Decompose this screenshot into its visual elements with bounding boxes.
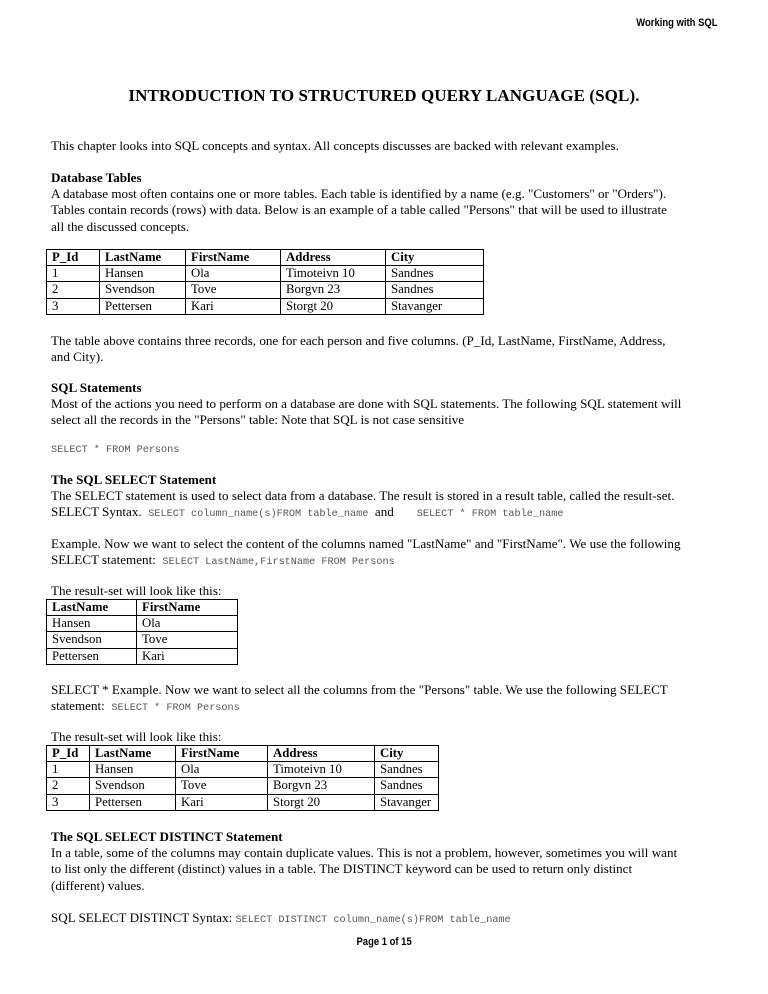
table-cell: Tove xyxy=(137,632,238,648)
table-cell: Kari xyxy=(176,794,268,810)
section-heading: The SQL SELECT DISTINCT Statement xyxy=(51,829,283,844)
table-cell: Hansen xyxy=(47,616,137,632)
table-note xyxy=(51,333,731,365)
code-snippet: SELECT DISTINCT column_name(s)FROM table_name xyxy=(235,915,511,926)
table-cell: Tove xyxy=(186,282,281,298)
table-cell: Borgvn 23 xyxy=(268,778,375,794)
column-header: FirstName xyxy=(176,746,268,762)
table-cell: Ola xyxy=(137,616,238,632)
syntax-label: statement: xyxy=(51,698,105,714)
select-star-paragraph xyxy=(51,682,731,717)
table-cell: 1 xyxy=(47,266,100,282)
paragraph-line: all the discussed concepts. xyxy=(51,218,190,234)
intro-paragraph: This chapter looks into SQL concepts and syntax. All concepts discusses are backed with relevant examples. xyxy=(51,138,619,153)
table-cell: 1 xyxy=(47,762,90,778)
syntax-label: SELECT statement: xyxy=(51,552,156,568)
table-cell: Sandnes xyxy=(375,778,439,794)
table-cell: Timoteivn 10 xyxy=(281,266,386,282)
table-cell: Stavanger xyxy=(375,794,439,810)
table-header-row xyxy=(47,250,484,266)
table-cell: 2 xyxy=(47,778,90,794)
column-header: City xyxy=(386,250,484,266)
code-snippet: SELECT LastName,FirstName FROM Persons xyxy=(162,557,395,569)
table-cell: Timoteivn 10 xyxy=(268,762,375,778)
result-table-persons xyxy=(46,745,439,811)
column-header: P_Id xyxy=(47,250,100,266)
code-snippet: SELECT * FROM Persons xyxy=(51,445,180,456)
paragraph-line: The SELECT statement is used to select data from a database. The result is stored in a result table, called the result-set. xyxy=(51,488,675,504)
running-header: Working with SQL xyxy=(636,17,718,29)
table-cell: Ola xyxy=(186,266,281,282)
paragraph-line: A database most often contains one or more tables. Each table is identified by a name (e.g. "Customers" or "Orders"). xyxy=(51,186,667,202)
select-statement-section xyxy=(51,472,731,524)
table-cell: Sandnes xyxy=(386,266,484,282)
column-header: FirstName xyxy=(186,250,281,266)
paragraph-line: select all the records in the "Persons" table: Note that SQL is not case sensitive xyxy=(51,412,465,428)
table-header-row xyxy=(47,746,439,762)
syntax-line xyxy=(51,552,731,571)
table-cell: Hansen xyxy=(100,266,186,282)
example-paragraph xyxy=(51,536,731,571)
table-cell: Pettersen xyxy=(100,298,186,314)
section-heading: Database Tables xyxy=(51,170,142,185)
paragraph-line: Most of the actions you need to perform on a database are done with SQL statements. The following SQL statement will xyxy=(51,396,682,412)
result-intro: The result-set will look like this: xyxy=(51,729,222,744)
table-row xyxy=(47,266,484,282)
result-table-names xyxy=(46,599,238,665)
paragraph-line: and City). xyxy=(51,349,104,365)
column-header: Address xyxy=(281,250,386,266)
distinct-syntax-line xyxy=(51,910,731,929)
table-cell: Pettersen xyxy=(90,794,176,810)
table-row xyxy=(47,616,238,632)
page-number: Page 1 of 15 xyxy=(356,936,412,948)
code-snippet: SELECT * FROM table_name xyxy=(416,509,564,521)
syntax-label: SQL SELECT DISTINCT Syntax: xyxy=(51,910,233,925)
code-snippet: SELECT column_name(s)FROM table_name xyxy=(148,509,369,521)
syntax-label: SELECT Syntax. xyxy=(51,504,142,520)
syntax-line xyxy=(51,698,731,717)
result-intro: The result-set will look like this: xyxy=(51,583,222,598)
database-tables-section xyxy=(51,170,731,235)
section-heading: SQL Statements xyxy=(51,380,142,395)
table-cell: 3 xyxy=(47,794,90,810)
paragraph-line: to list only the different (distinct) values in a table. The DISTINCT keyword can be used to return only distinct xyxy=(51,861,633,877)
paragraph-line: The table above contains three records, one for each person and five columns. (P_Id, LastName, FirstName, Address, xyxy=(51,333,666,348)
table-cell: Pettersen xyxy=(47,648,137,664)
table-cell: Svendson xyxy=(90,778,176,794)
table-row xyxy=(47,778,439,794)
table-row xyxy=(47,632,238,648)
table-cell: Sandnes xyxy=(386,282,484,298)
paragraph-line: SELECT * Example. Now we want to select all the columns from the "Persons" table. We use the following SELECT xyxy=(51,682,668,697)
distinct-section xyxy=(51,829,731,894)
code-snippet: SELECT * FROM Persons xyxy=(111,703,240,715)
paragraph-line: (different) values. xyxy=(51,877,145,893)
sql-statements-section xyxy=(51,380,731,429)
table-cell: Hansen xyxy=(90,762,176,778)
column-header: LastName xyxy=(90,746,176,762)
table-cell: Storgt 20 xyxy=(281,298,386,314)
table-cell: Kari xyxy=(137,648,238,664)
page-title: INTRODUCTION TO STRUCTURED QUERY LANGUAGE (SQL). xyxy=(128,86,640,105)
column-header: LastName xyxy=(47,600,137,616)
table-row xyxy=(47,794,439,810)
table-cell: Svendson xyxy=(100,282,186,298)
table-cell: Ola xyxy=(176,762,268,778)
table-row xyxy=(47,762,439,778)
paragraph-line: Tables contain records (rows) with data. Below is an example of a table called "Persons" that will be used to illustrate xyxy=(51,202,667,218)
conjunction-text: and xyxy=(374,504,394,520)
table-header-row xyxy=(47,600,238,616)
paragraph-line: In a table, some of the columns may contain duplicate values. This is not a problem, however, sometimes you will want xyxy=(51,845,678,861)
table-cell: Storgt 20 xyxy=(268,794,375,810)
table-cell: 3 xyxy=(47,298,100,314)
table-cell: 2 xyxy=(47,282,100,298)
table-cell: Svendson xyxy=(47,632,137,648)
table-row xyxy=(47,282,484,298)
table-cell: Tove xyxy=(176,778,268,794)
column-header: P_Id xyxy=(47,746,90,762)
persons-table xyxy=(46,249,484,315)
column-header: Address xyxy=(268,746,375,762)
table-cell: Sandnes xyxy=(375,762,439,778)
column-header: LastName xyxy=(100,250,186,266)
table-cell: Borgvn 23 xyxy=(281,282,386,298)
table-row xyxy=(47,648,238,664)
syntax-line xyxy=(51,504,731,523)
page-footer xyxy=(0,936,768,948)
table-cell: Kari xyxy=(186,298,281,314)
table-cell: Stavanger xyxy=(386,298,484,314)
column-header: FirstName xyxy=(137,600,238,616)
paragraph-line: Example. Now we want to select the content of the columns named "LastName" and "FirstName". We use the following xyxy=(51,536,681,551)
section-heading: The SQL SELECT Statement xyxy=(51,472,217,487)
column-header: City xyxy=(375,746,439,762)
table-row xyxy=(47,298,484,314)
